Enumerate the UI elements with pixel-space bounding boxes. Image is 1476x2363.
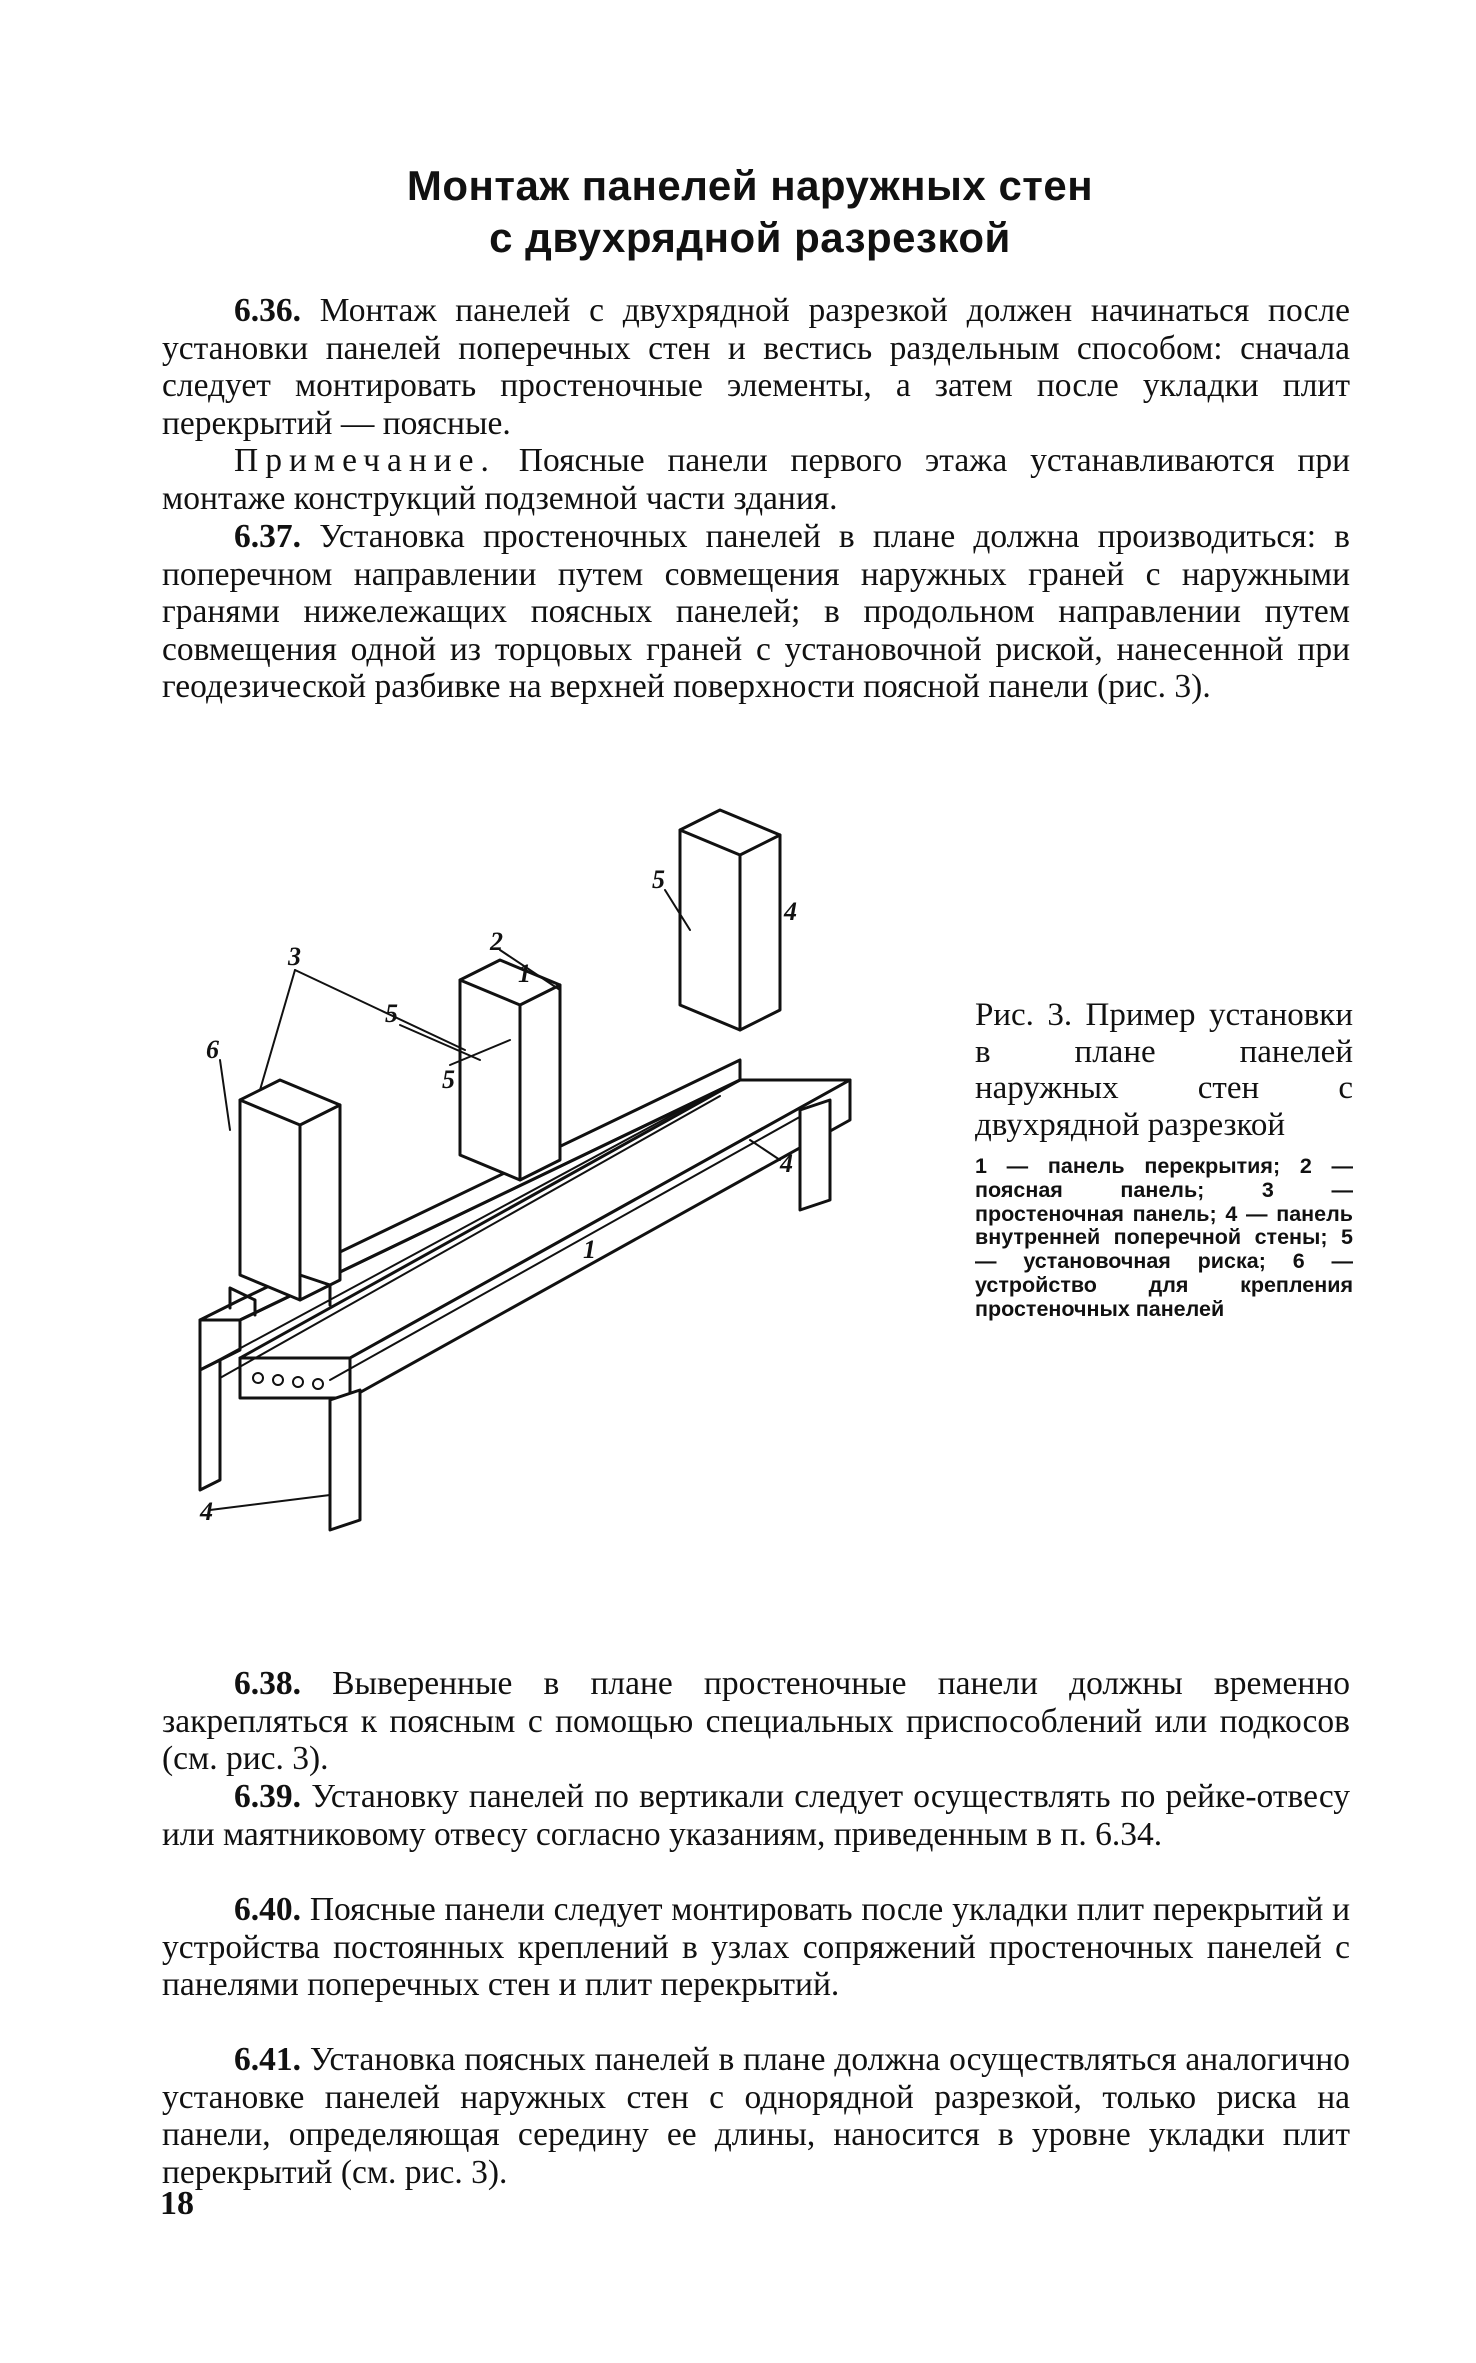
note-label: Примечание. — [234, 442, 496, 479]
paragraph-text: Выверенные в плане простеночные панели должны временно закрепляться к поясным с помощью специальных приспособлений или подкосов (см. рис. 3). — [162, 1665, 1350, 1777]
label-5-low: 5 — [442, 1065, 455, 1094]
label-4-right: 4 — [780, 1149, 793, 1178]
page-number: 18 — [160, 2185, 194, 2222]
note-text: Поясные панели первого этажа устанавливаются при монтаже конструкций подземной части здания. — [162, 442, 1351, 517]
section-title-line2: с двухрядной разрезкой — [489, 214, 1011, 261]
cross-wall-front — [330, 1390, 360, 1530]
paragraph-number: 6.39. — [234, 1778, 301, 1815]
paragraph-6-38 — [162, 1665, 1350, 1778]
label-1-bottom: 1 — [583, 1235, 596, 1264]
paragraph-number: 6.38. — [234, 1665, 301, 1702]
cross-wall-left — [200, 1360, 220, 1490]
figure-caption — [975, 997, 1353, 1322]
label-5-mid: 5 — [385, 999, 398, 1028]
label-5-right: 5 — [652, 865, 665, 894]
label-4-bottom: 4 — [200, 1497, 213, 1526]
paragraph-number: 6.37. — [234, 518, 301, 555]
figure-3-drawing — [180, 760, 960, 1550]
section-title-line1: Монтаж панелей наружных стен — [406, 162, 1094, 209]
paragraph-number: 6.40. — [234, 1891, 301, 1928]
paragraph-6-40 — [162, 1891, 1350, 2004]
caption-legend: 1 — панель перекрытия; 2 — поясная панель; 3 — простеночная панель; 4 — панель внутренней поперечной стены; 5 — установочная риска; 6 — устройство для крепления простеночных панелей — [975, 1154, 1353, 1321]
paragraph-text: Установку панелей по вертикали следует осуществлять по рейке-отвесу или маятниковому отвесу согласно указаниям, приведенным в п. 6.34. — [162, 1778, 1351, 1853]
paragraph-text: Установка поясных панелей в плане должна осуществляться аналогично установке панелей наружных стен с однорядной разрезкой, только риска на панели, определяющая середину ее длины, наносится в уровне укладки плит перекрытий (см. рис. 3). — [162, 2041, 1351, 2191]
paragraph-text: Монтаж панелей с двухрядной разрезкой должен начинаться после установки панелей поперечных стен и вестись раздельным способом: сначала следует монтировать простеночные элементы, а затем после укладки плит перекрытий — поясные. — [162, 292, 1350, 442]
paragraph-6-39 — [162, 1778, 1350, 1853]
label-6: 6 — [206, 1035, 219, 1064]
caption-title: Рис. 3. Пример установки в плане панелей наружных стен с двухрядной разрезкой — [975, 997, 1353, 1143]
paragraph-6-41 — [162, 2041, 1350, 2191]
paragraph-text: Поясные панели следует монтировать после укладки плит перекрытий и устройства постоянных креплений в узлах сопряжений простеночных панелей с панелями поперечных стен и плит перекрытий. — [162, 1891, 1351, 2003]
label-2: 2 — [490, 927, 503, 956]
cross-wall-right — [800, 1100, 830, 1210]
paragraph-number: 6.36. — [234, 292, 301, 329]
paragraph-6-36 — [162, 292, 1350, 442]
paragraph-6-37 — [162, 518, 1350, 706]
paragraph-number: 6.41. — [234, 2041, 301, 2078]
paragraph-text: Установка простеночных панелей в плане должна производиться: в поперечном направлении путем совмещения наружных граней с наружными гранями нижележащих поясных панелей; в продольном направлении путем совмещения одной из торцовых граней с установочной риской, нанесенной при геодезической разбивке на верхней поверхности поясной панели (рис. 3). — [162, 518, 1351, 705]
label-1-top: 1 — [518, 959, 531, 988]
label-3: 3 — [288, 942, 301, 971]
note-paragraph — [162, 442, 1350, 517]
label-4-top: 4 — [784, 897, 797, 926]
